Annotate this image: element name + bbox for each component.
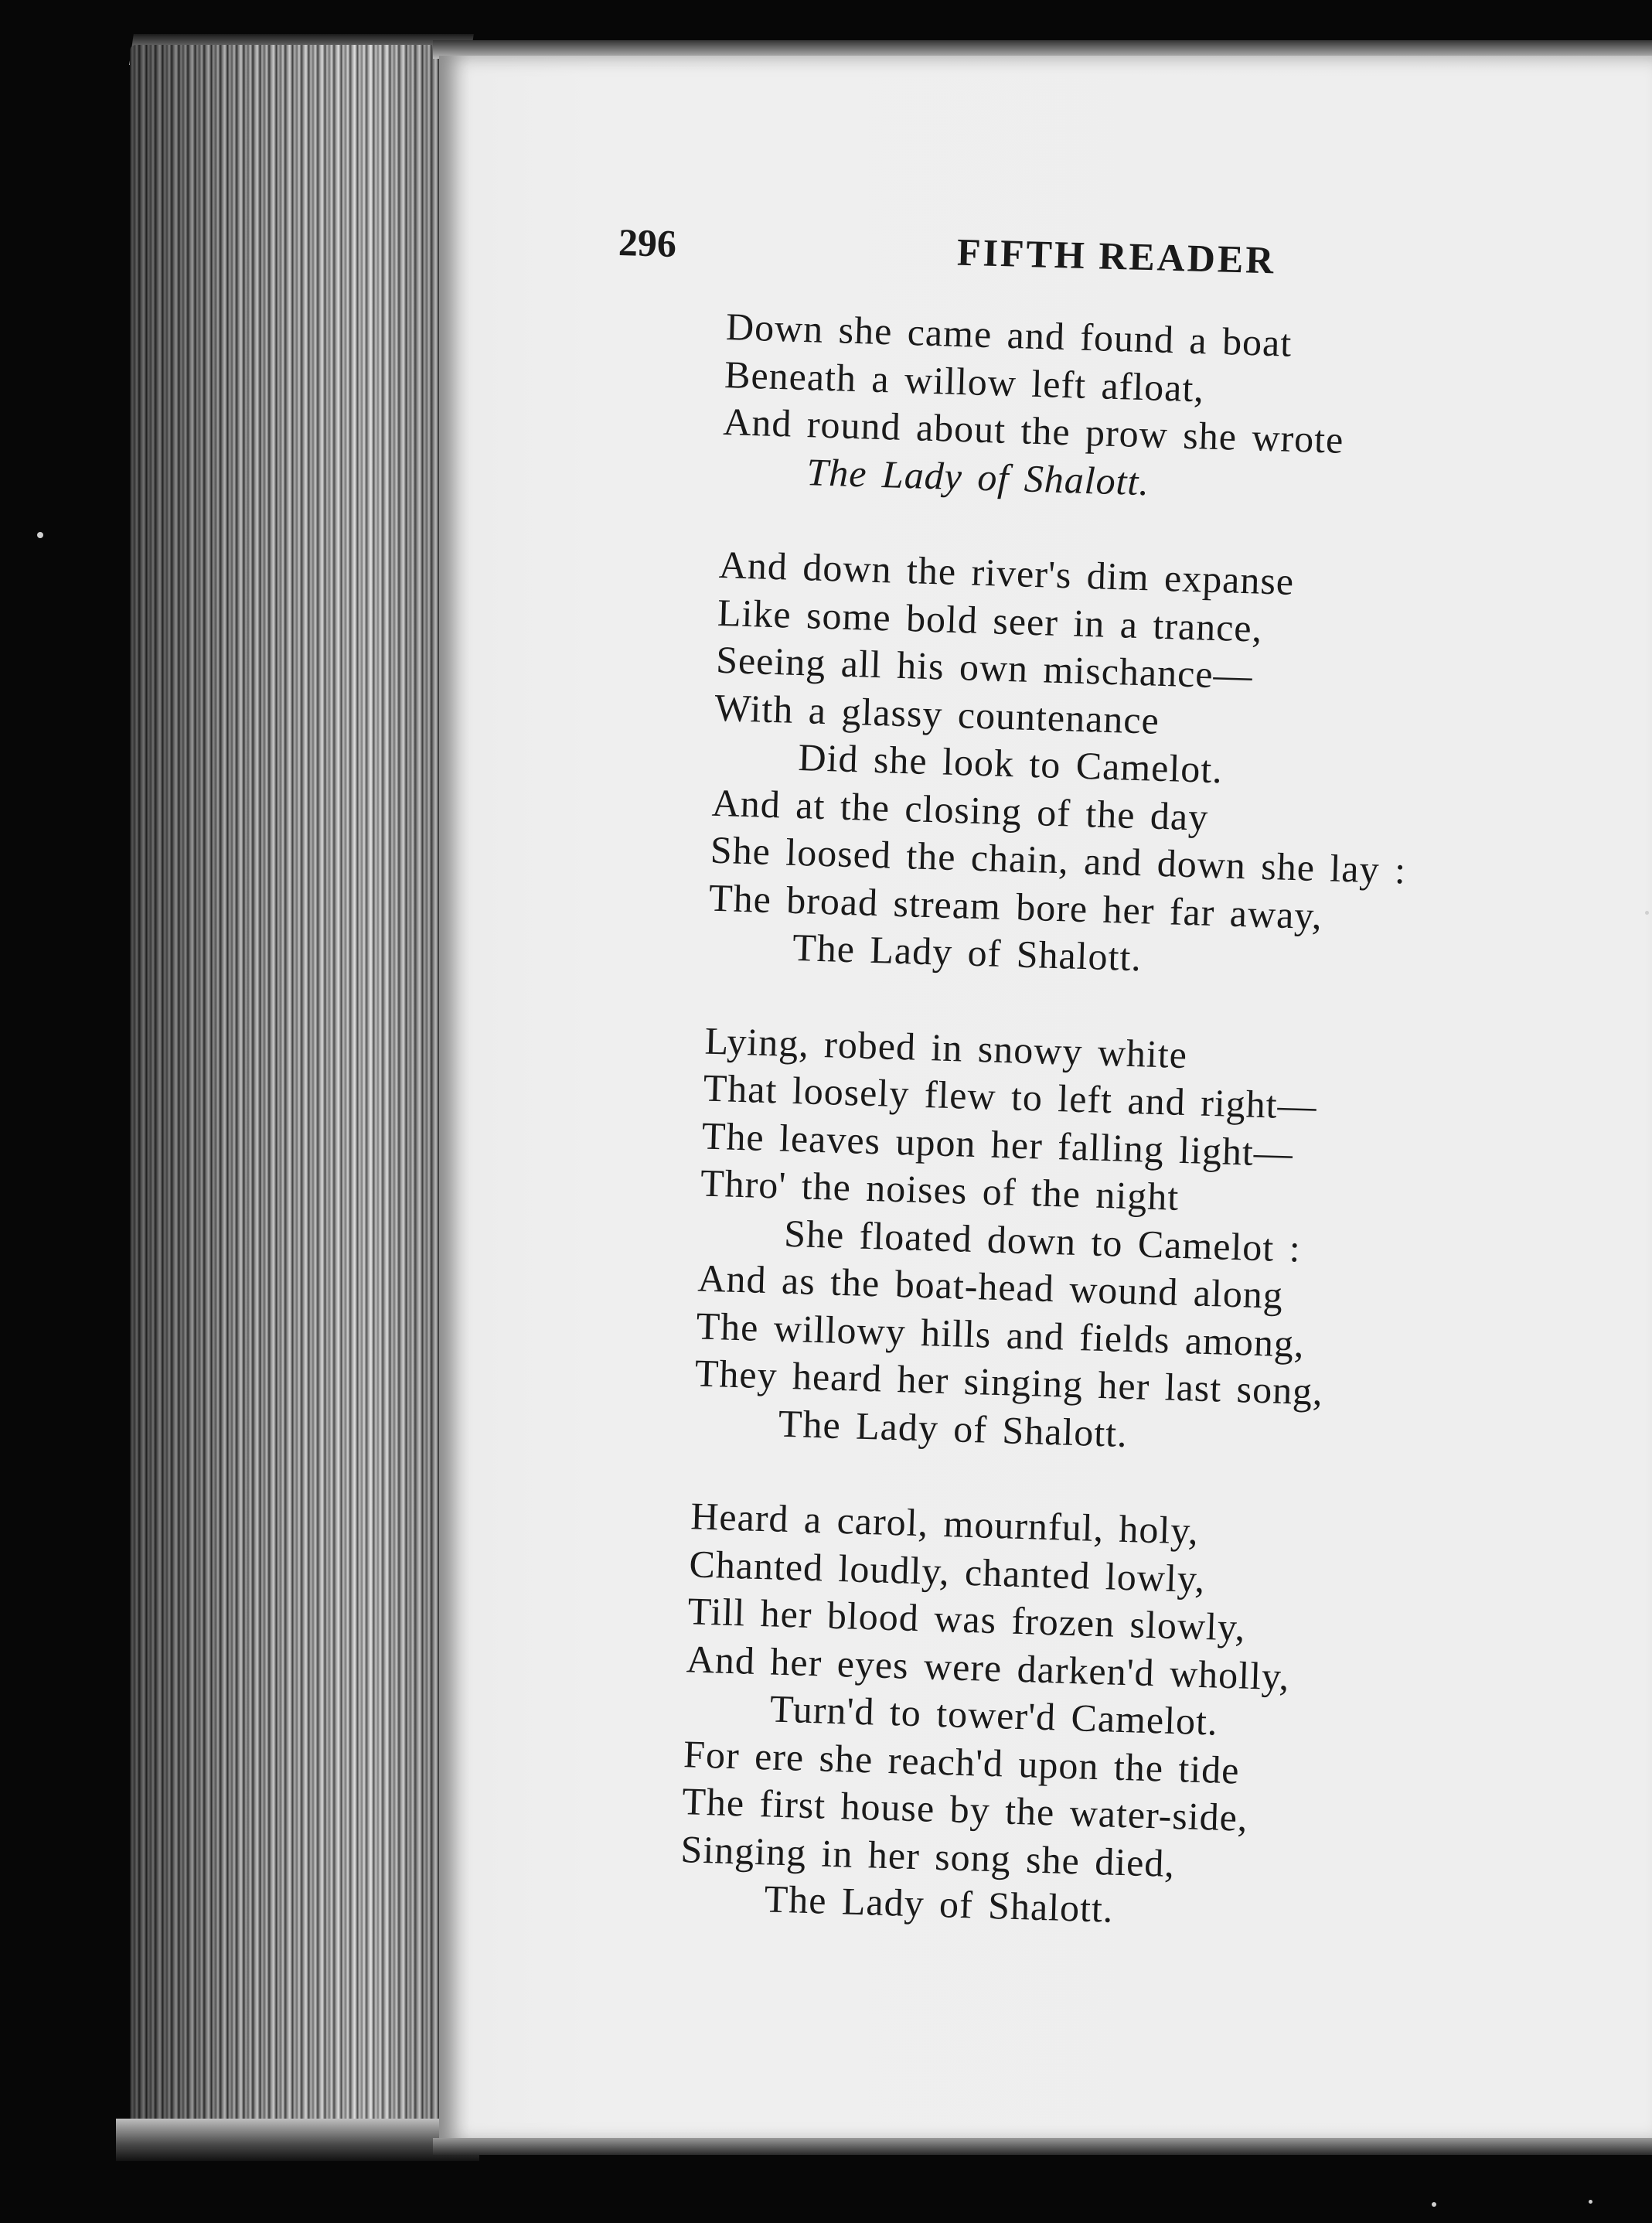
poem-line: And as the boat-head wound along [697, 1256, 1284, 1317]
poem-line: For ere she reach'd upon the tide [683, 1731, 1241, 1792]
stanza [721, 303, 1577, 519]
refrain-line: The Lady of Shalott. [806, 449, 1150, 503]
poem-line: And at the closing of the day [711, 780, 1210, 839]
page-edges-stack [130, 45, 455, 2160]
poem-line: Chanted loudly, chanted lowly, [688, 1541, 1206, 1601]
poem-text [677, 303, 1576, 1993]
poem-line: The broad stream bore her far away, [708, 875, 1323, 937]
poem-line: And round about the prow she wrote [722, 399, 1345, 462]
poem-line: Lying, robed in snowy white [703, 1018, 1188, 1076]
poem-line: Till her blood was frozen slowly, [686, 1589, 1247, 1649]
page-edges-bottom [116, 2119, 479, 2161]
poem-line: With a glassy countenance [714, 685, 1160, 742]
page-bottom-edge [433, 2138, 1652, 2155]
poem-line: And her eyes were darken'd wholly, [686, 1636, 1291, 1698]
refrain-line: Turn'd to tower'd Camelot. [769, 1686, 1219, 1744]
refrain-line: The Lady of Shalott. [792, 925, 1143, 980]
refrain-line: The Lady of Shalott. [778, 1401, 1129, 1455]
poem-line: Singing in her song she died, [680, 1826, 1176, 1885]
refrain-line: The Lady of Shalott. [763, 1877, 1115, 1931]
poem-line: The willowy hills and fields among, [695, 1303, 1306, 1366]
poem-line: The first house by the water-side, [681, 1779, 1249, 1839]
dust-speck [1589, 2200, 1592, 2204]
poem-line: And down the river's dim expanse [718, 542, 1295, 603]
poem-line: That loosely flew to left and right— [703, 1065, 1318, 1128]
poem-line: Like some bold seer in a trance, [717, 590, 1263, 650]
poem-line: They heard her singing her last song, [694, 1351, 1324, 1413]
poem-line: She loosed the chain, and down she lay : [710, 827, 1407, 892]
poem-line: Thro' the noises of the night [700, 1161, 1180, 1219]
page-number: 296 [618, 220, 677, 265]
refrain-line: She floated down to Camelot : [783, 1211, 1302, 1270]
poem-line: Seeing all his own mischance— [715, 637, 1254, 697]
dust-speck [1432, 2202, 1436, 2207]
poem-line: Down she came and found a boat [725, 304, 1293, 365]
stanza [693, 1017, 1555, 1470]
dust-speck [37, 532, 43, 538]
refrain-line: Did she look to Camelot. [797, 735, 1224, 792]
poem-line: Beneath a willow left afloat, [724, 352, 1205, 410]
stanza [707, 541, 1569, 994]
dust-speck [1645, 911, 1649, 915]
poem-line: Heard a carol, mournful, holy, [690, 1494, 1200, 1553]
running-head: FIFTH READER [956, 230, 1277, 282]
stanza [679, 1492, 1541, 1945]
poem-line: The leaves upon her falling light— [701, 1113, 1294, 1175]
